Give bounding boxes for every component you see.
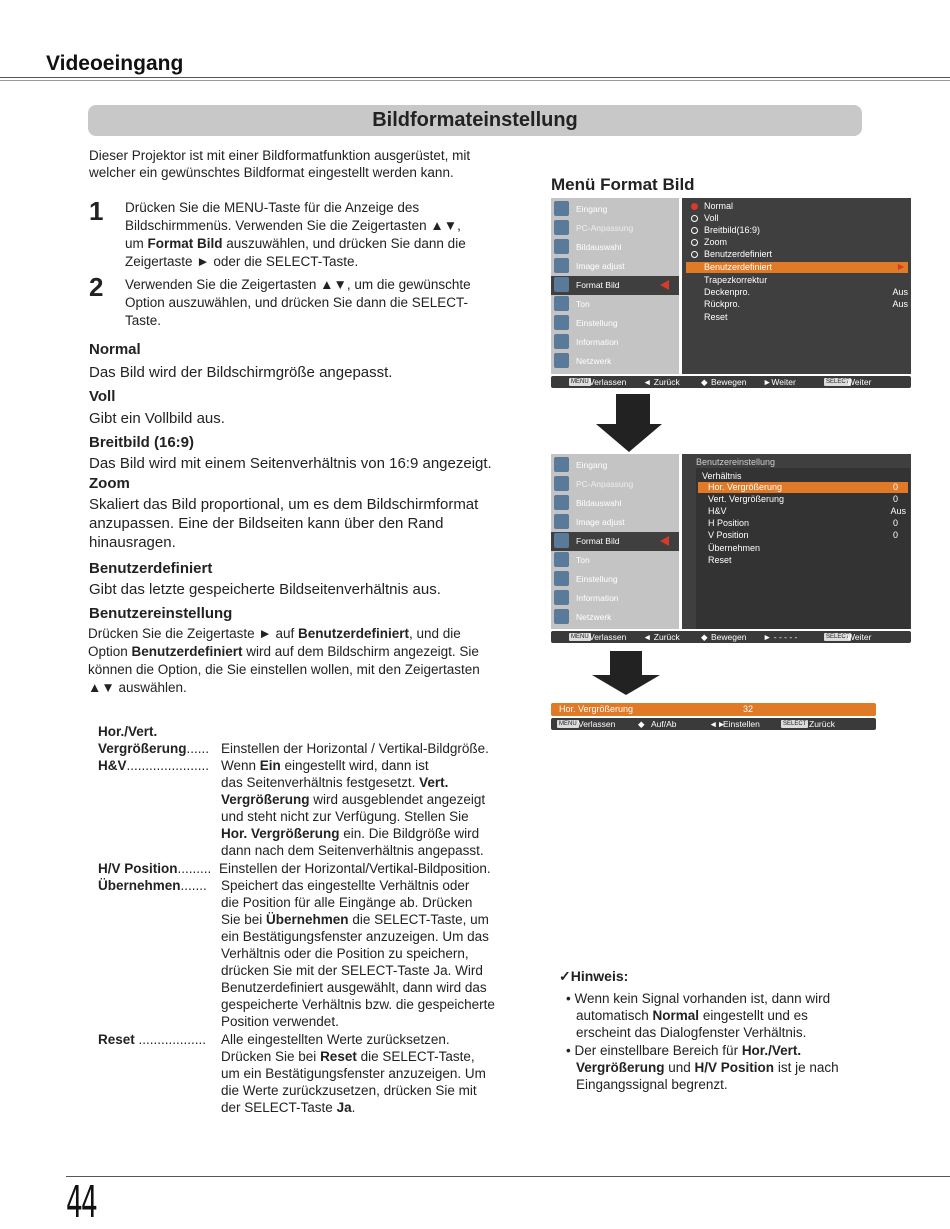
sound-icon [554,552,569,567]
note-title: ✓Hinweis: [559,968,629,984]
option-benutzereinstellung-text: Drücken Sie die Zeigertaste ► auf Benutzerdefiniert, und die Option Benutzerdefiniert wird auf dem Bildschirm angezeigt. Sie können die Option, die Sie einstellen wollen, mit den Zeigertasten ▲▼ auswählen. [88,626,480,695]
down-arrow-1-head [596,424,662,452]
term-reset-desc: Alle eingestellten Werte zurücksetzen. Drücken Sie bei Reset die SELECT-Taste, um ein Bestätigungsfenster anzuzeigen. Um die Werte zurückzusetzen, drücken Sie mit der SELECT-Taste Ja. [221,1032,486,1115]
note-item-1: • Wenn kein Signal vorhanden ist, dann wird automatisch Normal eingestellt und es erscheint das Dialogfenster Verhältnis. [566,991,831,1040]
step-2-text: Verwenden Sie die Zeigertasten ▲▼, um die gewünschte Option auszuwählen, und drücken Sie dann die SELECT- Taste. [125,277,471,328]
pc-icon [554,476,569,491]
option-normal-text: Das Bild wird der Bildschirmgröße angepasst. [89,364,393,381]
option-breitbild-heading: Breitbild (16:9) [89,434,195,451]
osd2-item-image-adjust[interactable]: Image adjust [551,513,679,532]
osd2-opt-hv[interactable]: H&V Aus [708,506,906,516]
menu-key-icon: MENU [559,721,577,727]
option-zoom-heading: Zoom [89,475,130,492]
osd2-header: Benutzereinstellung [696,457,776,467]
osd2-item-format-bild[interactable]: Format Bild [551,532,679,551]
down-arrow-2 [610,651,642,675]
checkmark-icon: ✓ [559,968,571,984]
menu-key-icon: MENU [571,634,589,640]
footer-rule [66,1176,950,1177]
osd1-right-panel [682,198,911,374]
option-voll-text: Gibt ein Vollbild aus. [89,410,225,427]
osd2-opt-verhaeltnis: Verhältnis [702,471,742,481]
pc-icon [554,220,569,235]
osd3-slider[interactable]: Hor. Vergrößerung 32 [551,703,876,716]
term-hv-position: H/V Position......... [98,861,212,876]
osd1-opt-zoom[interactable]: Zoom [686,237,908,248]
osd1-left-panel [551,198,679,374]
radio-selected-icon [691,203,698,210]
select-key-icon: SELECT [826,379,850,385]
screen-icon [554,533,569,548]
menu-title: Menü Format Bild [551,175,695,194]
step-2-number: 2 [89,272,104,302]
sound-icon [554,296,569,311]
image-adjust-icon [554,514,569,529]
osd3-bottom-bar: MENU Verlassen ◆ Auf/Ab ◄► Einstellen SELECT Zurück [551,718,876,730]
term-hv-position-desc: Einstellen der Horizontal/Vertikal-Bildposition. [219,861,491,876]
osd1-item-format-bild[interactable]: Format Bild [551,276,679,295]
osd2-bottom-bar: MENU Verlassen ◄ Zurück ◆ Bewegen ► - - - - - SELECT Weiter [551,631,911,643]
step-1-number: 1 [89,196,104,226]
section-rule [0,77,950,81]
osd2-opt-hor-vergroesserung[interactable]: Hor. Vergrößerung 0 [698,482,908,493]
note-item-2: • Der einstellbare Bereich für Hor./Vert. Vergrößerung und H/V Position ist je nach Eingangssignal begrenzt. [566,1043,839,1092]
osd1-opt-deckenpro[interactable]: Deckenpro. Aus [704,287,908,297]
option-benutzerdefiniert-heading: Benutzerdefiniert [89,560,213,577]
osd1-opt-voll[interactable]: Voll [686,213,908,224]
osd2-item-bildauswahl[interactable]: Bildauswahl [551,494,679,513]
info-icon [554,590,569,605]
osd1-item-bildauswahl[interactable]: Bildauswahl [551,238,679,257]
updown-icon: ◆ [701,377,708,387]
updown-icon: ◆ [701,632,708,642]
osd1-item-einstellung[interactable]: Einstellung [551,314,679,333]
radio-icon [691,239,698,246]
osd-hor-vergroesserung [551,703,876,732]
osd2-opt-uebernehmen[interactable]: Übernehmen [708,543,761,553]
osd2-left-panel [551,454,679,629]
osd1-opt-trapezkorrektur[interactable]: Trapezkorrektur [704,275,768,285]
osd2-item-pc-anpassung[interactable]: PC-Anpassung [551,475,679,494]
down-arrow-1 [616,394,650,424]
leftright-icon: ◄► [709,719,726,729]
image-adjust-icon [554,258,569,273]
osd1-opt-rueckpro[interactable]: Rückpro. Aus [704,299,908,309]
osd-format-bild [551,198,911,390]
osd2-item-information[interactable]: Information [551,589,679,608]
select-key-icon: SELECT [826,634,850,640]
term-hor-vert: Hor./Vert. [98,724,158,739]
image-select-icon [554,239,569,254]
osd2-opt-v-position[interactable]: V Position 0 [708,530,898,540]
arrow-right-icon: ▶ [897,262,904,271]
osd1-item-netzwerk[interactable]: Netzwerk [551,352,679,371]
page-number: 44 [66,1177,96,1228]
osd2-right-panel [682,454,911,629]
radio-icon [691,251,698,258]
option-benutzerdefiniert-text: Gibt das letzte gespeicherte Bildseitenverhältnis aus. [89,581,441,598]
screen-icon [554,277,569,292]
osd2-opt-reset[interactable]: Reset [708,555,732,565]
info-icon [554,334,569,349]
osd1-item-information[interactable]: Information [551,333,679,352]
settings-icon [554,571,569,586]
option-zoom-text: Skaliert das Bild proportional, um es dem Bildschirmformat anzupassen. Eine der Bildseiten kann über den Rand hinausragen. [89,496,479,551]
menu-key-icon: MENU [571,379,589,385]
term-uebernehmen: Übernehmen....... [98,878,207,893]
input-icon [554,201,569,216]
input-icon [554,457,569,472]
osd1-item-pc-anpassung[interactable]: PC-Anpassung [551,219,679,238]
network-icon [554,353,569,368]
term-hv: H&V...................... [98,758,210,773]
pointer-left-icon [660,280,669,290]
step-1-text: Drücken Sie die MENU-Taste für die Anzeige des Bildschirmmenüs. Verwenden Sie die Zeigertasten ▲▼, um Format Bild auszuwählen, und drücken Sie dann die Zeigertaste ► oder die SELECT-Taste. [125,200,466,269]
option-normal-heading: Normal [89,341,141,358]
select-key-icon: SELECT [783,721,807,727]
osd2-opt-vert-vergroesserung[interactable]: Vert. Vergrößerung 0 [708,494,898,504]
osd1-opt-breitbild[interactable]: Breitbild(16:9) [686,225,908,236]
radio-icon [691,227,698,234]
down-arrow-2-head [592,675,660,695]
osd2-item-eingang[interactable]: Eingang [551,456,679,475]
updown-icon: ◆ [638,719,645,729]
osd2-opt-h-position[interactable]: H Position 0 [708,518,898,528]
settings-icon [554,315,569,330]
option-breitbild-text: Das Bild wird mit einem Seitenverhältnis von 16:9 angezeigt. [89,455,492,472]
banner-title: Bildformateinstellung [88,105,862,136]
osd2-item-einstellung[interactable]: Einstellung [551,570,679,589]
section-title: Videoeingang [46,52,184,75]
radio-icon [691,215,698,222]
osd2-item-netzwerk[interactable]: Netzwerk [551,608,679,627]
osd1-item-ton[interactable]: Ton [551,295,679,314]
term-hv-desc: Wenn Ein eingestellt wird, dann ist das Seitenverhältnis festgesetzt. Vert. Vergrößerung wird ausgeblendet angezeigt und steht nicht zur Verfügung. Stellen Sie Hor. Vergrößerung ein. Die Bildgröße wird dann nach dem Seitenverhältnis angepasst. [221,758,486,858]
image-select-icon [554,495,569,510]
network-icon [554,609,569,624]
term-vergroesserung-desc: Einstellen der Horizontal / Vertikal-Bildgröße. [221,741,489,756]
intro-text: Dieser Projektor ist mit einer Bildformatfunktion ausgerüstet, mit welcher ein gewünschtes Bildformat eingestellt werden kann. [89,148,471,180]
osd1-opt-normal[interactable]: Normal [686,201,908,212]
term-vergroesserung: Vergrößerung...... [98,741,210,756]
pointer-left-icon [660,536,669,546]
term-reset: Reset .................. [98,1032,207,1047]
option-benutzereinstellung-heading: Benutzereinstellung [89,605,233,622]
osd2-item-ton[interactable]: Ton [551,551,679,570]
osd1-item-eingang[interactable]: Eingang [551,200,679,219]
osd1-opt-reset[interactable]: Reset [704,312,728,322]
osd1-opt-benutzerdefiniert-selected[interactable]: Benutzerdefiniert ▶ [686,262,908,273]
osd1-item-image-adjust[interactable]: Image adjust [551,257,679,276]
option-voll-heading: Voll [89,388,116,405]
osd1-opt-benutzerdefiniert[interactable]: Benutzerdefiniert [686,249,908,260]
osd-benutzereinstellung [551,454,911,644]
osd1-bottom-bar: MENU Verlassen ◄ Zurück ◆ Bewegen ►Weiter SELECT Weiter [551,376,911,388]
term-uebernehmen-desc: Speichert das eingestellte Verhältnis oder die Position für alle Eingänge ab. Drücken Sie bei Übernehmen die SELECT-Taste, um ein Bestätigungsfenster anzuzeigen. Um das Verhältnis oder die Position zu speichern, drücken Sie mit der SELECT-Taste Ja. Wird Benutzerdefiniert ausgewählt, dann wird das gespeicherte Verhältnis bzw. die gespeicherte Position verwendet. [221,878,495,1029]
